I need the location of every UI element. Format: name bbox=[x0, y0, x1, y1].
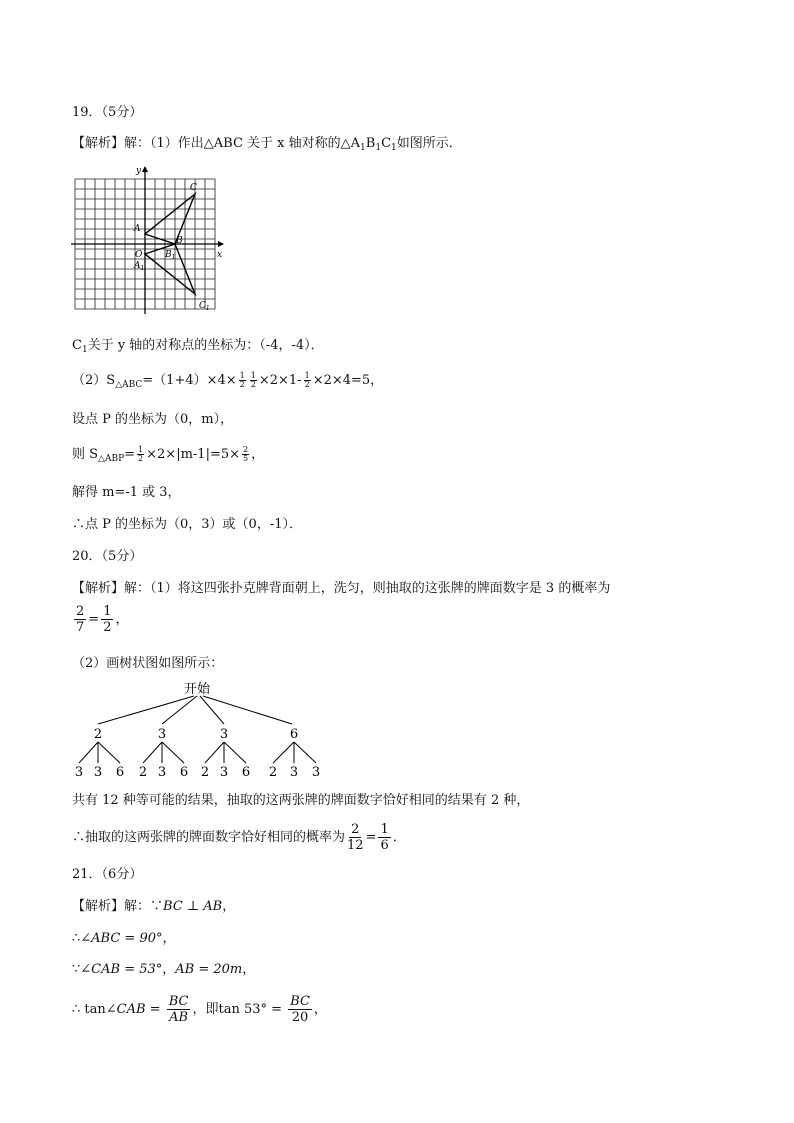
fraction-2-12: $\frac{2}{12}$ bbox=[347, 822, 364, 853]
label-O: O bbox=[135, 250, 143, 260]
q21-line1: 【解析】解：∵BC ⊥ AB， bbox=[72, 899, 236, 914]
tree-leaf: 3 bbox=[219, 765, 229, 780]
tree-leaf: 2 bbox=[268, 765, 278, 780]
analysis-tag: 【解析】 bbox=[72, 136, 125, 151]
tree-root: 开始 bbox=[183, 682, 211, 697]
label-A1: $A_1$ bbox=[134, 261, 145, 272]
q19-p-line: 设点 P 的坐标为（0，m）， bbox=[72, 412, 234, 427]
q19-solve-line: 解得 m=-1 或 3， bbox=[72, 485, 181, 500]
x-axis-label: x bbox=[217, 250, 223, 260]
q19-line1: 【解析】解：（1）作出△ABC 关于 x 轴对称的$\triangle A_1B_1C_1$如图所示． bbox=[72, 136, 462, 153]
q19-area-abc: $(2)S_{\triangle ABC}=(1+4)\times 4\times$ $\frac{1}{2}$ $\frac{1}{2}$ ×2×1- $\frac{1}{2}$ ×2×4=5， bbox=[72, 371, 384, 390]
tree-node-l1: 3 bbox=[157, 727, 167, 742]
tree-node-l1: 2 bbox=[93, 727, 103, 742]
tree-diagram bbox=[68, 680, 338, 780]
q19-c1-line: $C_1$关于 y 轴的对称点的坐标为：（-4，-4）． bbox=[72, 338, 324, 355]
fraction-half: $\frac{1}{2}$ bbox=[250, 371, 256, 389]
q20-line3: （2）画树状图如图所示： bbox=[72, 656, 224, 671]
tree-leaf: 3 bbox=[311, 765, 321, 780]
tree-leaf: 3 bbox=[157, 765, 167, 780]
coordinate-grid-figure bbox=[68, 162, 228, 318]
x-axis-arrow bbox=[218, 241, 224, 247]
q20-line4: 共有 12 种等可能的结果，抽取的这两张牌的牌面数字恰好相同的结果有 2 种， bbox=[72, 793, 530, 808]
q19-area-abp: 则 $S_{\triangle ABP}=$ $\frac{1}{2}$ ×2×|m-1|=5× $\frac{2}{5}$ ， bbox=[72, 445, 265, 464]
tree-leaf: 3 bbox=[289, 765, 299, 780]
analysis-tag: 【解析】 bbox=[72, 581, 125, 596]
tree-leaf: 6 bbox=[179, 765, 189, 780]
tree-node-l1: 6 bbox=[289, 727, 299, 742]
y-axis-label: y bbox=[136, 166, 142, 176]
q21-header: 21．（6分） bbox=[72, 867, 143, 882]
q20-header: 20．（5分） bbox=[72, 549, 143, 564]
q21-line3: ∵∠CAB = 53°，AB = 20m， bbox=[72, 962, 256, 977]
fraction-1-6: $\frac{1}{6}$ bbox=[380, 822, 389, 853]
label-C1: $C_1$ bbox=[199, 301, 210, 312]
tree-leaf: 3 bbox=[93, 765, 103, 780]
q19-conclusion: ∴点 P 的坐标为（0，3）或（0，-1）． bbox=[72, 517, 302, 532]
q20-line5: ∴抽取的这两张牌的牌面数字恰好相同的概率为 $\frac{2}{12}$ = $\frac{1}{6}$ ． bbox=[72, 822, 406, 853]
fraction-bc-ab: $\frac{BC}{AB}$ bbox=[168, 994, 189, 1025]
tree-leaf: 3 bbox=[74, 765, 84, 780]
label-B1: $B_1$ bbox=[165, 250, 176, 261]
fraction-bc-20: $\frac{BC}{20}$ bbox=[290, 994, 310, 1025]
fraction-half: $\frac{1}{2}$ bbox=[304, 371, 310, 389]
tree-leaf: 6 bbox=[241, 765, 251, 780]
q20-prob-equation: $\frac{2}{7}$ = $\frac{1}{2}$ ， bbox=[76, 604, 129, 635]
tree-leaf: 2 bbox=[138, 765, 148, 780]
q21-line4: ∴ tan∠CAB = $\frac{BC}{AB}$ ，即tan 53° = $\frac{BC}{20}$ ， bbox=[72, 994, 327, 1025]
fraction-1-2: $\frac{1}{2}$ bbox=[103, 604, 112, 635]
fraction-two-fifths: $\frac{2}{5}$ bbox=[243, 445, 249, 463]
q19-header: 19．（5分） bbox=[72, 105, 143, 120]
tree-leaf: 2 bbox=[200, 765, 210, 780]
label-B: B bbox=[176, 236, 183, 246]
y-axis-arrow bbox=[142, 166, 148, 172]
q21-line2: ∴∠ABC = 90°， bbox=[72, 931, 176, 946]
tree-node-l1: 3 bbox=[219, 727, 229, 742]
q20-line1: 【解析】解：（1）将这四张扑克牌背面朝上，洗匀，则抽取的这张牌的牌面数字是 3 的概率为 bbox=[72, 581, 611, 596]
label-A: A bbox=[134, 224, 141, 234]
fraction-2-7: $\frac{2}{7}$ bbox=[76, 604, 85, 635]
label-C: C bbox=[190, 183, 197, 193]
fraction-half: $\frac{1}{2}$ bbox=[239, 371, 245, 389]
analysis-tag: 【解析】 bbox=[72, 899, 125, 914]
fraction-half: $\frac{1}{2}$ bbox=[138, 445, 144, 463]
tree-leaf: 6 bbox=[115, 765, 125, 780]
